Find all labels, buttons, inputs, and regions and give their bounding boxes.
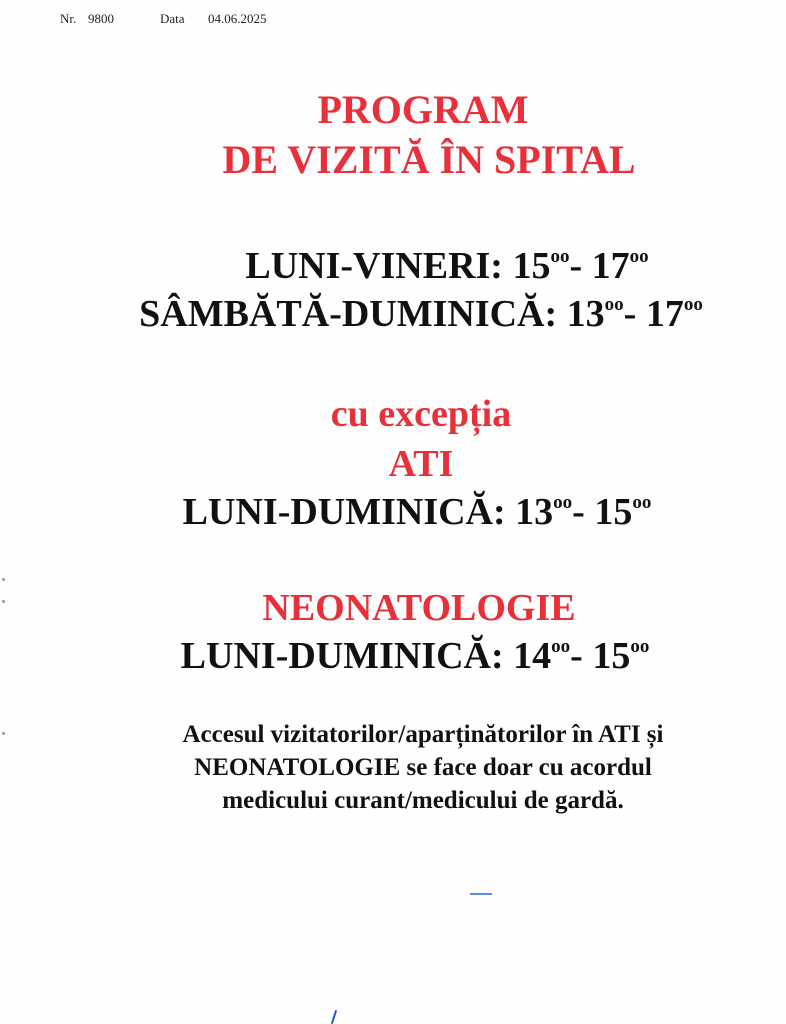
note-line-3: medicului curant/medicului de gardă.: [222, 787, 624, 814]
schedule-time-start: $14^{oo}$: [513, 635, 571, 677]
ati-schedule: LUNI-DUMINICĂ: $13^{oo}-$ $15^{oo}$: [182, 491, 652, 533]
note-line-2: NEONATOLOGIE se face doar cu acordul: [194, 754, 652, 781]
schedule-time-end: $17^{oo}$: [645, 293, 703, 335]
schedule-days: LUNI-VINERI:: [245, 245, 503, 287]
title-line-1: PROGRAM: [317, 87, 529, 132]
schedule-time-end: $15^{oo}$: [594, 491, 652, 533]
exception-label: cu excepția: [330, 393, 512, 435]
ati-heading: ATI: [388, 443, 454, 485]
title-line-2: DE VIZITĂ ÎN SPITAL: [222, 137, 636, 182]
note-line-1: Accesul vizitatorilor/aparținătorilor în ATI și: [182, 721, 664, 748]
schedule-weekend: SÂMBĂTĂ-DUMINICĂ: $13^{oo}-$ $17^{oo}$: [139, 293, 703, 335]
nr-label: Nr.: [60, 11, 77, 26]
schedule-time-end: $15^{oo}$: [592, 635, 650, 677]
access-note: [60, 718, 786, 817]
schedule-days: SÂMBĂTĂ-DUMINICĂ:: [139, 293, 558, 335]
date-label: Data: [160, 11, 185, 26]
scan-speck: [2, 600, 5, 603]
neonatology-schedule: LUNI-DUMINICĂ: $14^{oo}-$ $15^{oo}$: [180, 635, 650, 677]
schedule-days: LUNI-DUMINICĂ:: [182, 491, 506, 533]
schedule-time-start: $13^{oo}$: [566, 293, 624, 335]
pen-mark: [470, 893, 492, 895]
date-value: 04.06.2025: [208, 11, 267, 26]
schedule-time-start: $13^{oo}$: [515, 491, 573, 533]
document-reference: [60, 11, 267, 27]
neonatology-heading: NEONATOLOGIE: [262, 587, 576, 629]
scan-speck: [2, 578, 5, 581]
nr-value: 9800: [88, 11, 114, 26]
scan-speck: [2, 732, 5, 735]
schedule-time-end: $17^{oo}$: [591, 245, 649, 287]
schedule-time-start: $15^{oo}$: [512, 245, 570, 287]
pen-stroke: [331, 1010, 337, 1024]
schedule-days: LUNI-DUMINICĂ:: [180, 635, 504, 677]
schedule-weekdays: LUNI-VINERI: $15^{oo}-$ $17^{oo}$: [245, 245, 649, 287]
